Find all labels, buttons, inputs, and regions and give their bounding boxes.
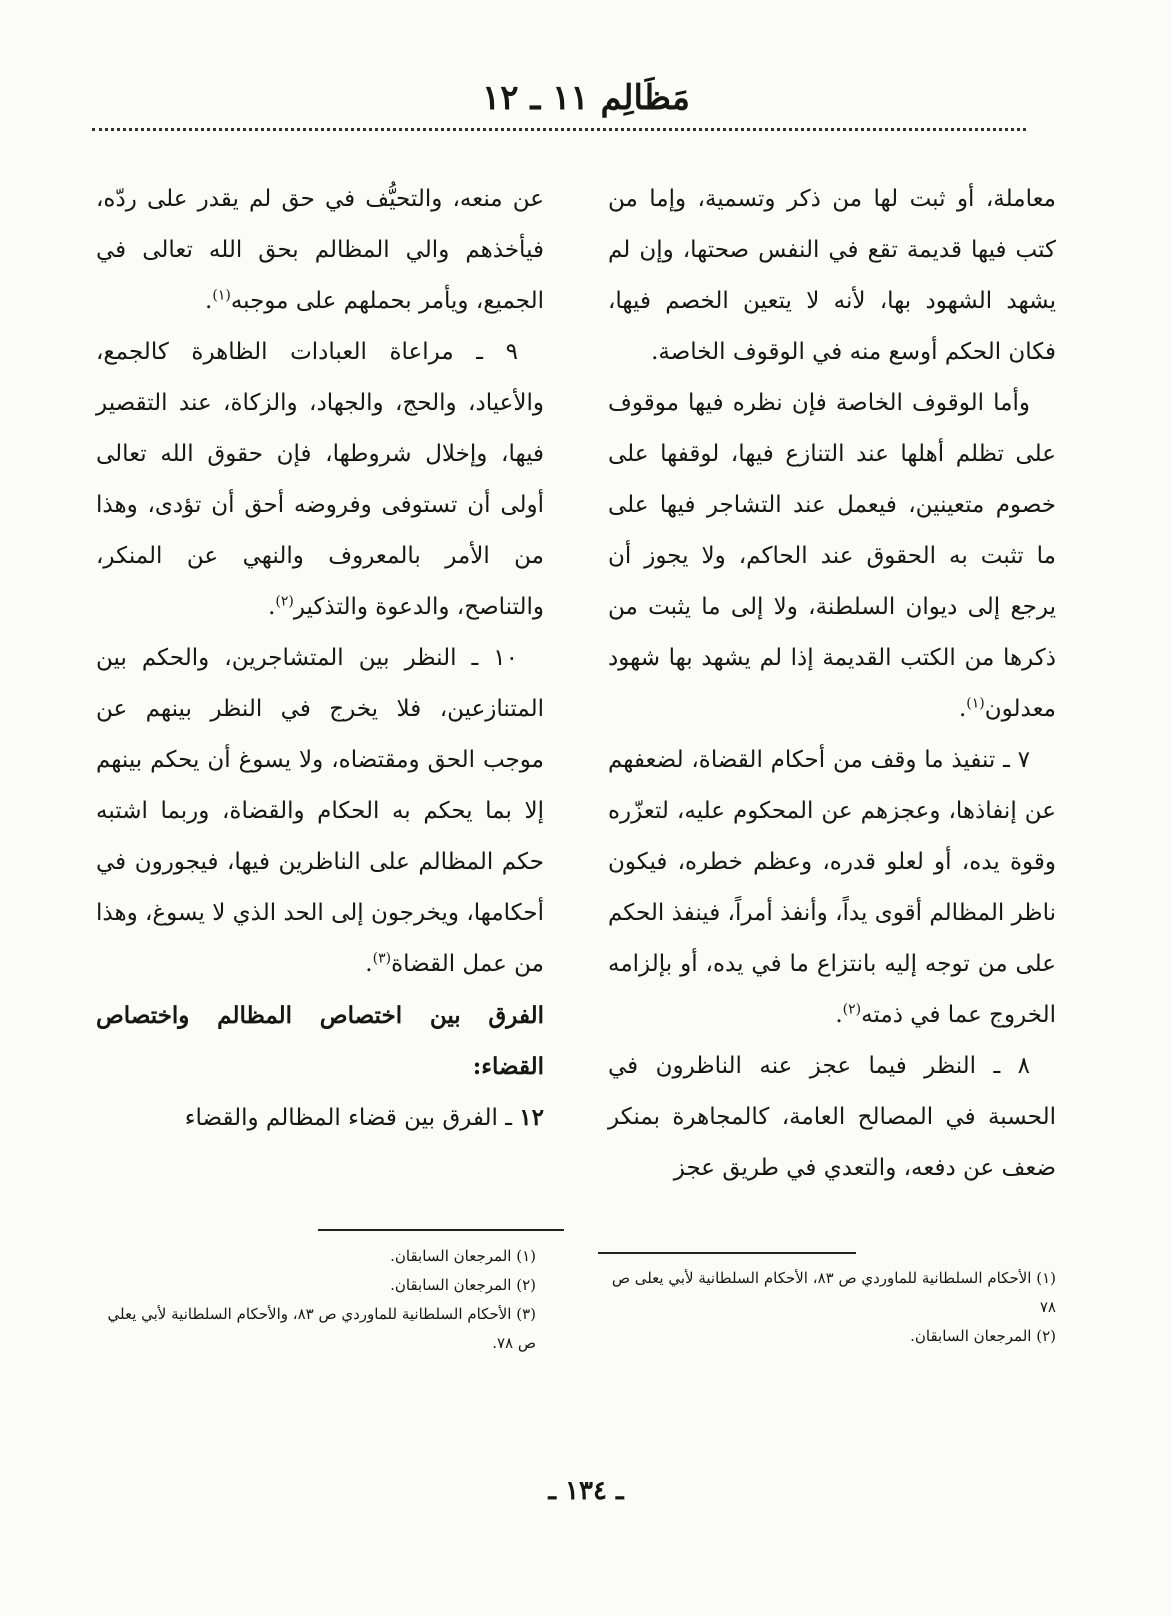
footnote-ref: (١) (212, 287, 231, 304)
paragraph-text: ـ الفرق بين قضاء المظالم والقضاء (184, 1105, 512, 1131)
paragraph: وأما الوقوف الخاصة فإن نظره فيها موقوف على تظلم أهلها عند التنازع فيها، لوقفها على خصوم متعينين، فيعمل عند التشاجر فيها على ما تثبت به الحقوق عند الحاكم، ولا يجوز أن يرجع إلى ديوان السلطنة، ولا إلى ما يثبت من ذكرها من الكتب القديمة إذا لم يشهد بها شهود معدلون$^{(١)}$. (608, 390, 1056, 722)
paragraph-text: ٧ ـ تنفيذ ما وقف من أحكام القضاة، لضعفهم عن إنفاذها، وعجزهم عن المحكوم عليه، لتعزّره وقوة يده، أو لعلو قدره، وعظم خطره، فيكون ناظر المظالم أقوى يداً، وأنفذ أمراً، فينفذ الحكم على من توجه إليه بانتزاع ما في يده، أو بإلزامه الخروج عما في ذمته (608, 747, 1056, 1028)
footnotes-right (608, 1264, 1056, 1351)
paragraph-text: ٩ ـ مراعاة العبادات الظاهرة كالجمع، والأعياد، والحج، والجهاد، والزكاة، عند التقصير فيها، وإخلال شروطها، فإن حقوق الله تعالى أولى أن تستوفى وفروضه أحق أن تؤدى، وهذا من الأمر بالمعروف والنهي عن المنكر، والتناصح، والدعوة والتذكير (96, 339, 544, 620)
footnote-ref: (٢) (842, 1001, 862, 1018)
footnote: (٣) الأحكام السلطانية للماوردي ص ٨٣، والأحكام السلطانية لأبي يعلي ص ٧٨. (107, 1305, 536, 1352)
paragraph: معاملة، أو ثبت لها من ذكر وتسمية، وإما من كتب فيها قديمة تقع في النفس صحتها، وإن لم يشهد الشهود بها، لأنه لا يتعين الخصم فيها، فكان الحكم أوسع منه في الوقوف الخاصة. (608, 186, 1056, 365)
footnote-ref: (١) (966, 695, 985, 712)
item-number: ١٢ (519, 1104, 544, 1131)
footnote-rule (598, 1252, 856, 1254)
footnote: (٢) المرجعان السابقان. (910, 1327, 1056, 1345)
paragraph: عن منعه، والتحيُّف في حق لم يقدر على ردّه، فيأخذهم والي المظالم بحق الله تعالى في الجميع، ويأمر بحملهم على موجبه$^{(١)}$. (96, 186, 544, 314)
paragraph: ١٠ ـ النظر بين المتشاجرين، والحكم بين المتنازعين، فلا يخرج في النظر بينهم عن موجب الحق ومقتضاه، ولا يسوغ أن يحكم بينهم إلا بما يحكم به الحكام والقضاة، وربما اشتبه حكم المظالم على الناظرين فيها، فيجورون في أحكامها، ويخرجون إلى الحد الذي لا يسوغ، وهذا من عمل القضاة$^{(٣)}$. (95, 645, 544, 977)
footnote: (١) الأحكام السلطانية للماوردي ص ٨٣، الأحكام السلطانية لأبي يعلى ص ٧٨ (611, 1269, 1056, 1316)
footnotes-left (96, 1242, 536, 1358)
header-dotted-rule (92, 128, 1026, 131)
paragraph: ٩ ـ مراعاة العبادات الظاهرة كالجمع، والأعياد، والحج، والجهاد، والزكاة، عند التقصير فيها، وإخلال شروطها، فإن حقوق الله تعالى أولى أن تستوفى وفروضه أحق أن تؤدى، وهذا من الأمر بالمعروف والنهي عن المنكر، والتناصح، والدعوة والتذكير$^{(٢)}$. (96, 339, 544, 620)
paragraph: ٨ ـ النظر فيما عجز عنه الناظرون في الحسبة في المصالح العامة، كالمجاهرة بمنكر ضعف عن دفعه، والتعدي في طريق عجز (608, 1053, 1056, 1181)
footnote: (٢) المرجعان السابقان. (390, 1276, 536, 1294)
paragraph-text: عن منعه، والتحيُّف في حق لم يقدر على ردّه، فيأخذهم والي المظالم بحق الله تعالى في الجميع، ويأمر بحملهم على موجبه (96, 186, 544, 314)
page-number: ـ ١٣٤ ـ (548, 1476, 624, 1506)
footnote-ref: (٣) (372, 950, 392, 967)
running-header: مَظَالِم ١١ ـ ١٢ (482, 78, 690, 118)
footnote-ref: (٢) (275, 593, 294, 610)
paragraph: ٧ ـ تنفيذ ما وقف من أحكام القضاة، لضعفهم عن إنفاذها، وعجزهم عن المحكوم عليه، لتعزّره وقوة يده، أو لعلو قدره، وعظم خطره، فيكون ناظر المظالم أقوى يداً، وأنفذ أمراً، فينفذ الحكم على من توجه إليه بانتزاع ما في يده، أو بإلزامه الخروج عما في ذمته$^{(٢)}$. (608, 747, 1056, 1028)
paragraph-text: ١٠ ـ النظر بين المتشاجرين، والحكم بين المتنازعين، فلا يخرج في النظر بينهم عن موجب الحق ومقتضاه، ولا يسوغ أن يحكم بينهم إلا بما يحكم به الحكام والقضاة، وربما اشتبه حكم المظالم على الناظرين فيها، فيجورون في أحكامها، ويخرجون إلى الحد الذي لا يسوغ، وهذا من عمل القضاة (95, 645, 544, 977)
footnote: (١) المرجعان السابقان. (390, 1247, 536, 1265)
paragraph (96, 1092, 544, 1144)
paragraph-text: وأما الوقوف الخاصة فإن نظره فيها موقوف على تظلم أهلها عند التنازع فيها، لوقفها على خصوم متعينين، فيعمل عند التشاجر فيها على ما تثبت به الحقوق عند الحاكم، ولا يجوز أن يرجع إلى ديوان السلطنة، ولا إلى ما يثبت من ذكرها من الكتب القديمة إذا لم يشهد بها شهود معدلون (608, 390, 1056, 722)
footnote-rule (318, 1229, 564, 1231)
section-heading: الفرق بين اختصاص المظالم واختصاص القضاء: (96, 1002, 544, 1080)
